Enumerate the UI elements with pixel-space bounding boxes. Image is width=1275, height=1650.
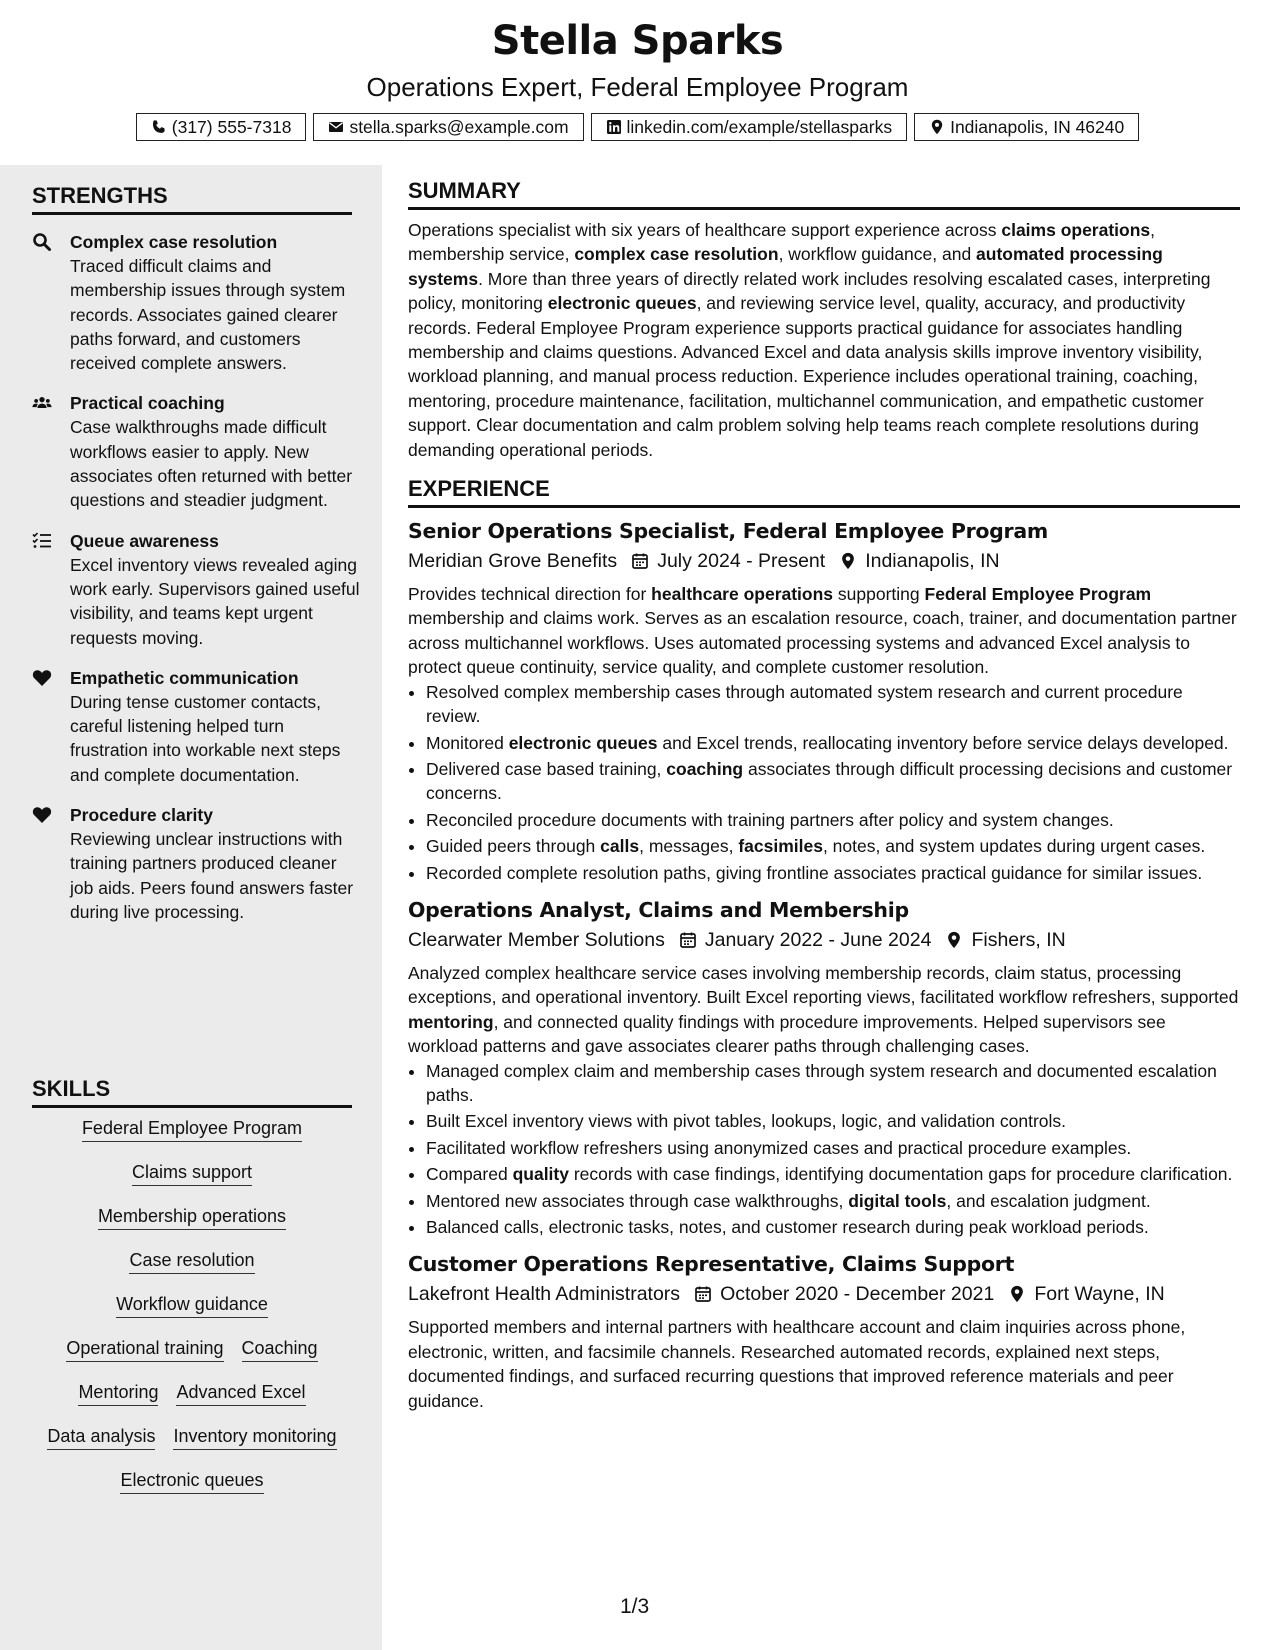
job-bullet: • Reconciled procedure documents with training partners after policy and system changes.: [426, 808, 1240, 832]
resume-header: [0, 0, 1275, 165]
contact-phone[interactable]: [136, 113, 307, 141]
strength-item: [32, 529, 362, 650]
main-column: [408, 178, 1240, 1413]
skill-tag: Mentoring: [78, 1382, 158, 1406]
strength-item: [32, 803, 362, 924]
contact-phone-text: (317) 555-7318: [171, 116, 292, 137]
strength-title: Complex case resolution: [70, 232, 278, 252]
skills-list: [32, 1118, 352, 1514]
job-title: Operations Analyst, Claims and Membership: [408, 897, 909, 922]
job-bullet: • Built Excel inventory views with pivot tables, lookups, logic, and validation controls.: [426, 1109, 1240, 1133]
strengths-list: [32, 230, 362, 940]
contact-bar: [0, 113, 1275, 141]
job-bullet: • Delivered case based training, coaching associates through difficult processing decisions and customer concerns.: [426, 757, 1240, 806]
job-title: Senior Operations Specialist, Federal Employee Program: [408, 519, 1048, 544]
contact-linkedin-text: linkedin.com/example/stellasparks: [626, 116, 893, 137]
bold-keyword: claims operations: [1001, 220, 1151, 240]
bold-keyword: healthcare operations: [651, 584, 834, 605]
bold-keyword: complex case resolution: [574, 244, 779, 265]
skill-tag: Federal Employee Program: [82, 1118, 302, 1142]
calendar-icon: [631, 552, 649, 570]
bold-keyword: facsimiles: [738, 836, 823, 857]
envelope-icon: [328, 119, 344, 135]
contact-email-text: stella.sparks@example.com: [349, 116, 569, 137]
strength-title: Practical coaching: [70, 393, 225, 414]
bold-keyword: coaching: [666, 758, 744, 779]
strengths-heading: STRENGTHS: [32, 183, 352, 215]
skill-tag: Operational training: [66, 1338, 223, 1362]
candidate-name: Stella Sparks: [491, 18, 784, 64]
job-bullet: • Guided peers through calls, messages, facsimiles, notes, and system updates during urgent cases.: [426, 834, 1240, 858]
job-entry: [408, 516, 1240, 885]
job-company: Meridian Grove Benefits: [408, 550, 618, 573]
skill-tag: Case resolution: [129, 1250, 254, 1274]
strength-description: Case walkthroughs made difficult workflows easier to apply. New associates often returned with better questions and steadier judgment.: [70, 417, 353, 511]
job-bullet: • Facilitated workflow refreshers using anonymized cases and practical procedure examples.: [426, 1136, 1240, 1160]
bold-keyword: electronic queues: [547, 293, 697, 314]
job-bullet: • Balanced calls, electronic tasks, notes, and customer research during peak workload periods.: [426, 1215, 1240, 1239]
job-company: Lakefront Health Administrators: [408, 1283, 681, 1306]
job-title: Customer Operations Representative, Claims Support: [408, 1252, 1015, 1277]
calendar-icon: [679, 931, 697, 949]
strength-description: During tense customer contacts, careful listening helped turn frustration into workable next steps and complete documentation.: [70, 691, 341, 785]
location-pin-icon: [929, 119, 945, 135]
job-bullet: • Resolved complex membership cases through automated system research and current procedure review.: [426, 680, 1240, 729]
strength-description: Excel inventory views revealed aging work early. Supervisors gained useful visibility, and teams kept urgent requests moving.: [70, 554, 360, 648]
job-location: Fort Wayne, IN: [1034, 1283, 1165, 1306]
experience-heading: EXPERIENCE: [408, 476, 1240, 508]
strength-item: [32, 666, 362, 787]
summary-text: Operations specialist with six years of healthcare support experience across claims operations, membership service, complex case resolution, workflow guidance, and automated processing systems. More than three years of directly related work includes resolving escalated cases, interpreting policy, monitoring electronic queues, and reviewing service level, quality, accuracy, and productivity records. Federal Employee Program experience supports practical guidance for associates handling membership and claims questions. Advanced Excel and data analysis skills improve inventory visibility, workload planning, and manual process reduction. Experience includes operational training, coaching, mentoring, procedure maintenance, facilitation, multichannel communication, and empathetic customer support. Clear documentation and calm problem solving help teams reach complete resolutions during demanding operational periods.: [408, 220, 1211, 460]
location-pin-icon: [839, 552, 857, 570]
job-meta: [408, 1279, 1240, 1309]
candidate-title: Operations Expert, Federal Employee Program: [366, 72, 909, 102]
job-bullet: • Recorded complete resolution paths, giving frontline associates practical guidance for similar issues.: [426, 861, 1240, 885]
heart-icon: [32, 805, 52, 825]
job-bullet: • Mentored new associates through case walkthroughs, digital tools, and escalation judgment.: [426, 1189, 1240, 1213]
heart-icon: [32, 668, 52, 688]
job-entry: [408, 1249, 1240, 1413]
skill-tag: Inventory monitoring: [173, 1426, 336, 1450]
skill-tag: Data analysis: [47, 1426, 155, 1450]
bold-keyword: digital tools: [848, 1190, 947, 1211]
skill-tag: Advanced Excel: [176, 1382, 305, 1406]
job-bullets: [408, 680, 1240, 885]
linkedin-icon: [606, 119, 622, 135]
job-entry: [408, 895, 1240, 1239]
bold-keyword: electronic queues: [508, 732, 658, 753]
skill-tag: Coaching: [242, 1338, 318, 1362]
skill-tag: Electronic queues: [120, 1470, 263, 1494]
contact-email[interactable]: [313, 113, 583, 141]
calendar-icon: [694, 1285, 712, 1303]
bold-keyword: quality: [512, 1164, 569, 1185]
list-check-icon: [32, 531, 52, 551]
location-pin-icon: [945, 931, 963, 949]
strength-item: [32, 391, 362, 512]
job-bullet: • Managed complex claim and membership cases through system research and documented escalation paths.: [426, 1059, 1240, 1108]
page-number: 1/3: [620, 1595, 650, 1618]
bold-keyword: Federal Employee Program: [924, 584, 1152, 605]
users-icon: [32, 393, 52, 413]
summary-heading: SUMMARY: [408, 178, 1240, 210]
strength-description: Reviewing unclear instructions with training partners produced cleaner job aids. Peers found answers faster during live processing.: [70, 829, 354, 922]
strength-title: Procedure clarity: [70, 805, 213, 826]
bold-keyword: calls: [600, 836, 640, 857]
skill-tag: Claims support: [132, 1162, 252, 1186]
skill-tag: Membership operations: [98, 1206, 286, 1230]
job-dates: October 2020 - December 2021: [720, 1283, 995, 1306]
job-description: Supported members and internal partners with healthcare account and claim inquiries across phone, electronic, written, and facsimile channels. Researched automated records, explained next steps, documented findings, and surfaced recurring questions that improved reference materials and peer guidance.: [408, 1317, 1186, 1411]
job-description: Analyzed complex healthcare service cases involving membership records, claim status, processing exceptions, and operational inventory. Built Excel reporting views, facilitated workflow refreshers, supported mentoring, and connected quality findings with procedure improvements. Helped supervisors see workload patterns and gave associates clearer paths through challenging cases.: [408, 962, 1239, 1057]
phone-icon: [151, 119, 167, 135]
skills-heading: SKILLS: [32, 1076, 352, 1108]
contact-linkedin[interactable]: [591, 113, 908, 141]
search-icon: [32, 232, 52, 252]
bold-keyword: mentoring: [408, 1011, 494, 1032]
strength-title: Empathetic communication: [70, 667, 299, 688]
contact-location-text: Indianapolis, IN 46240: [950, 116, 1125, 137]
job-bullets: [408, 1059, 1240, 1240]
job-dates: January 2022 - June 2024: [704, 928, 932, 951]
job-meta: [408, 925, 1240, 955]
strength-title: Queue awareness: [70, 530, 219, 551]
job-bullet: • Compared quality records with case findings, identifying documentation gaps for procedure clarification.: [426, 1162, 1240, 1186]
job-location: Fishers, IN: [971, 928, 1066, 951]
job-bullet: • Monitored electronic queues and Excel trends, reallocating inventory before service delays developed.: [426, 731, 1240, 755]
contact-location: [914, 113, 1139, 141]
job-location: Indianapolis, IN: [865, 550, 1000, 573]
strength-description: Traced difficult claims and membership issues through system records. Associates gained clearer paths forward, and customers received complete answers.: [70, 256, 346, 374]
skill-tag: Workflow guidance: [116, 1294, 268, 1318]
bold-keyword: automated processing systems: [408, 244, 1163, 289]
strength-item: [32, 230, 362, 375]
job-description: Provides technical direction for healthcare operations supporting Federal Employee Program membership and claims work. Serves as an escalation resource, coach, trainer, and documentation partner across multichannel workflows. Uses automated processing systems and advanced Excel analysis to protect queue continuity, service quality, and complete customer resolution.: [408, 584, 1237, 678]
job-company: Clearwater Member Solutions: [408, 928, 665, 951]
job-meta: [408, 546, 1240, 576]
location-pin-icon: [1008, 1285, 1026, 1303]
job-dates: July 2024 - Present: [657, 550, 826, 573]
